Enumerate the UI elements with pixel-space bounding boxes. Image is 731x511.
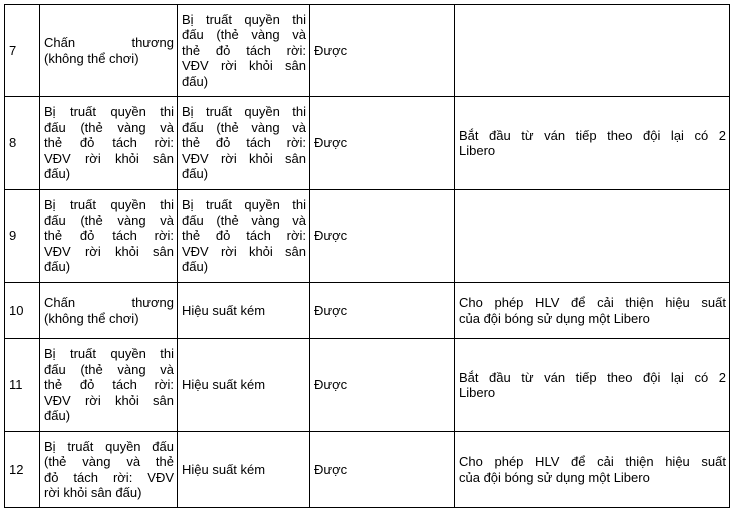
cell-line: đỏ tách rời: VĐV bbox=[44, 469, 174, 485]
note-cell bbox=[455, 97, 730, 190]
cell-line: đấu (thẻ vàng và bbox=[182, 27, 306, 43]
cell-line: đấu (thẻ vàng và bbox=[44, 361, 174, 377]
reason-cell: Hiệu suất kém bbox=[178, 339, 310, 432]
cell-line: Bị truất quyền đấu bbox=[44, 438, 174, 454]
situation-cell bbox=[40, 190, 178, 283]
table-row bbox=[5, 190, 730, 283]
cell-line: Cho phép HLV để cải thiện hiệu suất bbox=[459, 454, 726, 469]
cell-line: thẻ đỏ tách rời: bbox=[44, 228, 174, 244]
row-number: 9 bbox=[5, 190, 40, 283]
row-number: 7 bbox=[5, 5, 40, 97]
permission-cell: Được bbox=[310, 283, 455, 339]
cell-line: đấu) bbox=[44, 408, 71, 424]
cell-line: đấu (thẻ vàng và bbox=[182, 119, 306, 135]
cell-line: thẻ đỏ tách rời: bbox=[182, 135, 306, 151]
reason-cell bbox=[178, 97, 310, 190]
cell-line: (không thể chơi) bbox=[44, 50, 139, 66]
cell-line: rời khỏi sân đấu) bbox=[44, 485, 142, 500]
cell-line: Cho phép HLV để cải thiện hiệu suất bbox=[459, 295, 726, 310]
row-number: 12 bbox=[5, 432, 40, 508]
libero-rules-table bbox=[4, 4, 730, 508]
reason-cell bbox=[178, 5, 310, 97]
note-cell bbox=[455, 283, 730, 339]
cell-line: Bị truất quyền thi bbox=[44, 104, 174, 120]
cell-line: VĐV rời khỏi sân bbox=[44, 150, 174, 166]
cell-line: đấu (thẻ vàng và bbox=[44, 212, 174, 228]
cell-line: VĐV rời khỏi sân bbox=[182, 150, 306, 166]
note-cell bbox=[455, 432, 730, 508]
cell-line: đấu) bbox=[44, 259, 71, 275]
cell-line: VĐV rời khỏi sân bbox=[44, 243, 174, 259]
situation-cell bbox=[40, 283, 178, 339]
cell-line: thẻ đỏ tách rời: bbox=[182, 228, 306, 244]
cell-line: Bắt đầu từ ván tiếp theo đội lại có 2 bbox=[459, 127, 726, 143]
cell-line: VĐV rời khỏi sân bbox=[182, 58, 306, 74]
cell-line: thẻ đỏ tách rời: bbox=[44, 377, 174, 393]
table-row bbox=[5, 432, 730, 508]
cell-line: VĐV rời khỏi sân bbox=[44, 392, 174, 408]
cell-line: (thẻ vàng và thẻ bbox=[44, 454, 174, 469]
situation-cell bbox=[40, 339, 178, 432]
cell-line: đấu) bbox=[182, 73, 209, 89]
cell-line: VĐV rời khỏi sân bbox=[182, 243, 306, 259]
cell-line: của đội bóng sử dụng một Libero bbox=[459, 469, 650, 485]
row-number: 10 bbox=[5, 283, 40, 339]
reason-cell: Hiệu suất kém bbox=[178, 432, 310, 508]
cell-line: Bị truất quyền thi bbox=[44, 197, 174, 213]
cell-line: Libero bbox=[459, 143, 496, 158]
cell-line: đấu (thẻ vàng và bbox=[44, 119, 174, 135]
cell-line: thẻ đỏ tách rời: bbox=[44, 135, 174, 151]
reason-cell: Hiệu suất kém bbox=[178, 283, 310, 339]
permission-cell: Được bbox=[310, 432, 455, 508]
cell-line: đấu) bbox=[44, 166, 71, 182]
cell-line: đấu) bbox=[182, 166, 209, 182]
row-number: 8 bbox=[5, 97, 40, 190]
cell-line: Chấn thương bbox=[44, 295, 174, 310]
permission-cell: Được bbox=[310, 5, 455, 97]
reason-cell bbox=[178, 190, 310, 283]
cell-line: Bắt đầu từ ván tiếp theo đội lại có 2 bbox=[459, 369, 726, 385]
situation-cell bbox=[40, 97, 178, 190]
note-cell bbox=[455, 5, 730, 97]
cell-line: Chấn thương bbox=[44, 35, 174, 50]
table-row bbox=[5, 283, 730, 339]
cell-line: thẻ đỏ tách rời: bbox=[182, 42, 306, 58]
table-row bbox=[5, 97, 730, 190]
permission-cell: Được bbox=[310, 190, 455, 283]
cell-line: Bị truất quyền thi bbox=[44, 346, 174, 362]
cell-line: Libero bbox=[459, 385, 496, 400]
situation-cell bbox=[40, 432, 178, 508]
note-cell bbox=[455, 190, 730, 283]
table-row bbox=[5, 5, 730, 97]
situation-cell bbox=[40, 5, 178, 97]
note-cell bbox=[455, 339, 730, 432]
row-number: 11 bbox=[5, 339, 40, 432]
permission-cell: Được bbox=[310, 97, 455, 190]
permission-cell: Được bbox=[310, 339, 455, 432]
cell-line: Bị truất quyền thi bbox=[182, 197, 306, 213]
cell-line: Bị truất quyền thi bbox=[182, 104, 306, 120]
cell-line: (không thể chơi) bbox=[44, 310, 139, 326]
cell-line: đấu) bbox=[182, 259, 209, 275]
cell-line: Bị truất quyền thi bbox=[182, 11, 306, 27]
cell-line: của đội bóng sử dụng một Libero bbox=[459, 310, 650, 326]
cell-line: đấu (thẻ vàng và bbox=[182, 212, 306, 228]
table-row bbox=[5, 339, 730, 432]
